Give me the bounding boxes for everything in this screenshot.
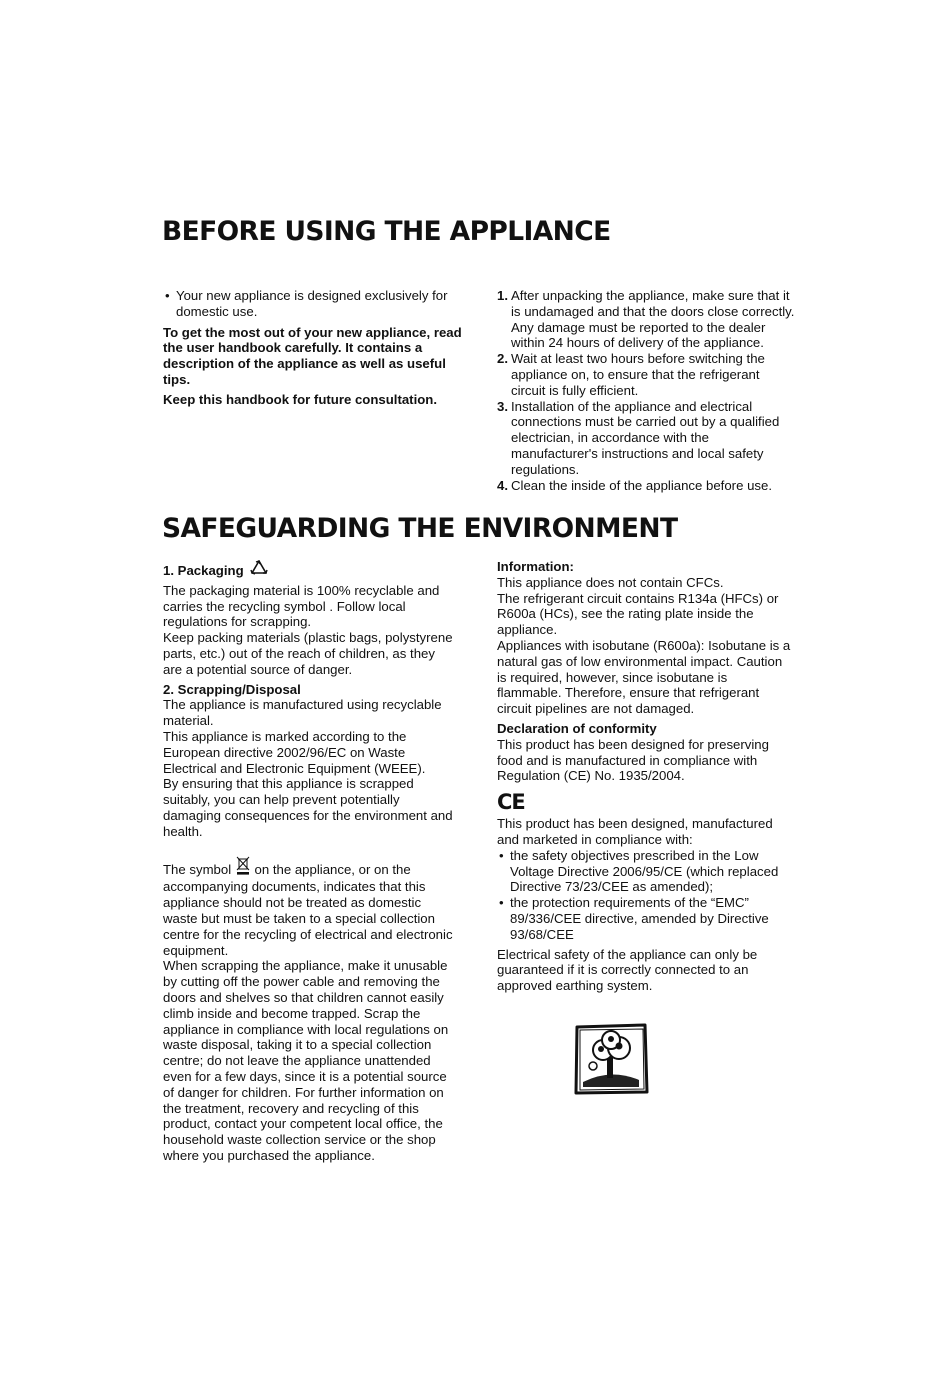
environment-section-title: SAFEGUARDING THE ENVIRONMENT [162,513,678,544]
before-section-title: BEFORE USING THE APPLIANCE [162,216,611,247]
symbol-text-after: on the appliance, or on the accompanying documents, indicates that this appliance should not be treated as domestic waste but must be taken to a special collection centre for the recycling of electrical and electronic equipment. [163,861,453,958]
scrapping-heading: 2. Scrapping/Disposal [163,681,301,697]
scrapping-benefit-text: By ensuring that this appliance is scrapped suitably, you can help prevent potentially damaging consequences for the environment and health. [163,776,453,839]
step-text: After unpacking the appliance, make sure that it is undamaged and that the doors close correctly. Any damage must be reported to the dealer within 24 hours of delivery of the appliance. [511,288,795,351]
environment-left-column [163,559,453,1164]
packaging-recyclable-text: The packaging material is 100% recyclable and carries the recycling symbol . Follow local regulations for scrapping. [163,582,440,630]
isobutane-text: Appliances with isobutane (R600a): Isobutane is a natural gas of low environmental impact. Caution is required, however, since isobutane is flammable. Therefore, ensure that refrigerant circuit pipelines are not damaged. [497,637,791,717]
step-text: Installation of the appliance and electrical connections must be carried out by a qualified electrician, in accordance with the manufacturer's instructions and local safety regulations. [511,398,780,477]
before-left-column [163,288,463,408]
environment-tree-icon [573,1022,651,1096]
scrapping-material-text: The appliance is manufactured using recyclable material. [163,697,442,729]
packaging-danger-text: Keep packing materials (plastic bags, polystyrene parts, etc.) out of the reach of children, as they are a potential source of danger. [163,630,453,677]
recycling-icon [247,559,271,583]
step-item [497,399,797,478]
weee-symbol-paragraph [163,856,453,959]
domestic-use-bullet: • Your new appliance is designed exclusively for domestic use. [163,288,463,320]
step-item [497,478,797,494]
food-regulation-text: This product has been designed for preserving food and is manufactured in compliance with Regulation (CE) No. 1935/2004. [497,736,769,784]
crossed-bin-icon [235,856,251,880]
handbook-advice: To get the most out of your new appliance, read the user handbook carefully. It contains a description of the appliance as well as useful tips. [163,324,462,387]
compliance-intro-text: This product has been designed, manufactured and marketed in compliance with: [497,816,773,847]
scrapping-instructions-text: When scrapping the appliance, make it unusable by cutting off the power cable and removing the doors and shelves so that children cannot easily climb inside and become trapped. Scrap the appliance in compliance with local regulations on waste disposal, taking it to a special collection centre; do not leave the appliance unattended even for a few days, since it is a potential source of danger for children. For further information on the treatment, recovery and recycling of this product, contact your competent local office, the household waste collection service or the shop where you purchased the appliance. [163,958,449,1163]
step-text: Wait at least two hours before switching the appliance on, to ensure that the refrigerant circuit is fully efficient. [511,351,765,398]
step-text: Clean the inside of the appliance before use. [511,477,773,493]
environment-right-column [497,559,792,994]
information-heading: Information: [497,559,574,574]
symbol-text-before: The symbol [163,861,232,877]
step-number: 3. [497,398,508,414]
conformity-heading: Declaration of conformity [497,720,657,736]
no-cfc-text: This appliance does not contain CFCs. [497,574,724,590]
weee-directive-text: This appliance is marked according to the European directive 2002/96/EC on Waste Electrical and Electronic Equipment (WEEE). [163,728,426,776]
step-number: 4. [497,477,508,493]
low-voltage-bullet: • the safety objectives prescribed in the Low Voltage Directive 2006/95/CE (which replaced Directive 73/23/CEE as amended); [497,848,792,895]
packaging-heading [163,559,453,583]
step-item [497,288,797,351]
electrical-safety-text: Electrical safety of the appliance can only be guaranteed if it is correctly connected to an approved earthing system. [497,946,758,994]
step-number: 2. [497,351,508,367]
step-number: 1. [497,288,508,303]
refrigerant-text: The refrigerant circuit contains R134a (HFCs) or R600a (HCs), see the rating plate inside the appliance. [497,590,779,638]
emc-bullet: • the protection requirements of the “EMC” 89/336/CEE directive, amended by Directive 93/68/CEE [497,895,792,942]
keep-handbook-note: Keep this handbook for future consultation. [163,391,438,407]
packaging-heading-text: 1. Packaging [163,563,244,578]
step-item [497,351,797,398]
ce-mark-text: CE [497,790,525,815]
before-steps-list [497,288,797,493]
ce-mark [497,788,792,816]
